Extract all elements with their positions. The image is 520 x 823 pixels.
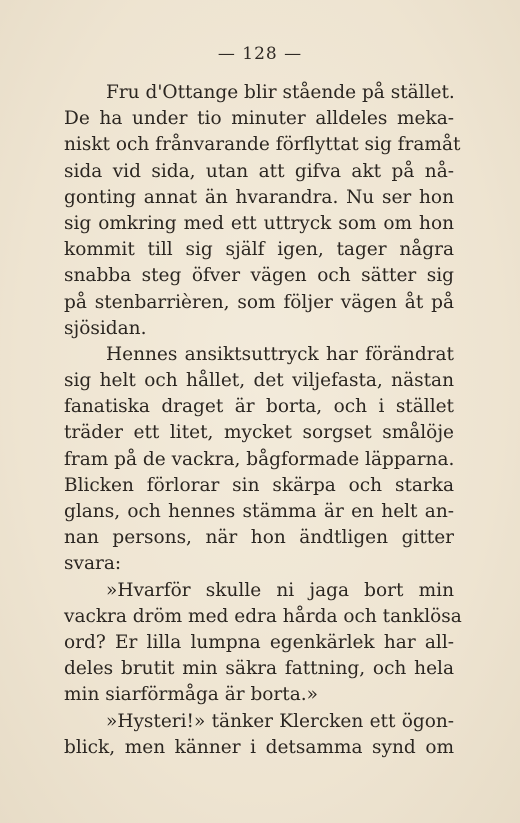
text-line: på stenbarrièren, som följer vägen åt på [64,291,454,313]
text-line: ord? Er lilla lumpna egenkärlek har all- [64,631,454,653]
text-line: sig helt och hållet, det viljefasta, nästan [64,370,454,392]
text-line: sjösidan. [64,317,147,339]
text-line: min siarförmåga är borta.» [64,684,318,706]
body-text [64,80,462,761]
text-line: »Hysteri!» tänker Klercken ett ögon- [106,710,454,732]
text-line: snabba steg öfver vägen och sätter sig [64,265,454,287]
text-line: deles brutit min säkra fattning, och hela [64,658,454,680]
text-line: sig omkring med ett uttryck som om hon [64,212,454,234]
text-line: gonting annat än hvarandra. Nu ser hon [64,186,454,208]
text-line: Hennes ansiktsuttryck har förändrat [106,343,454,365]
text-line: glans, och hennes stämma är en helt an- [64,501,454,522]
text-line: sida vid sida, utan att gifva akt på nå- [64,160,454,182]
text-line: svara: [64,553,122,575]
text-line: träder ett litet, mycket sorgset smålöje [64,422,454,444]
text-line: vackra dröm med edra hårda och tanklösa [64,605,462,627]
text-line: fram på de vackra, bågformade läpparna. [64,448,455,470]
text-line: nan persons, när hon ändtligen gitter [64,527,454,549]
text-line: fanatiska draget är borta, och i stället [64,396,454,418]
text-line: Blicken förlorar sin skärpa och starka [64,474,454,496]
text-line: »Hvarför skulle ni jaga bort min [106,579,454,601]
text-line: De ha under tio minuter alldeles meka- [64,108,454,130]
page-number: — 128 — [217,44,303,64]
text-line: kommit till sig själf igen, tager några [64,239,454,261]
text-line: blick, men känner i detsamma synd om [64,736,454,758]
text-line: Fru d'Ottange blir stående på stället. [106,82,455,103]
text-line: niskt och frånvarande förflyttat sig framåt [64,134,461,156]
